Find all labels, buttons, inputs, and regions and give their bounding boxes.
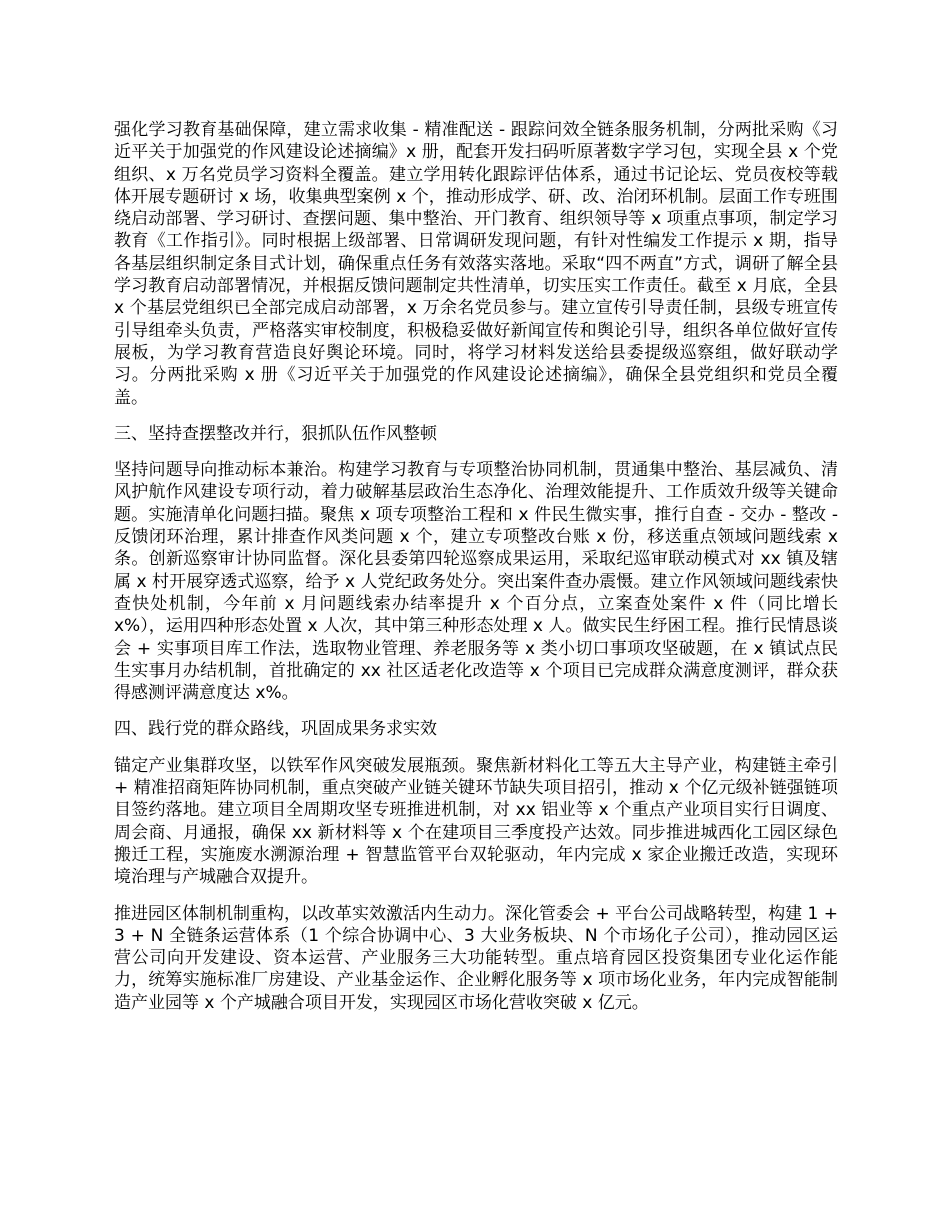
paragraph-park-reform: 推进园区体制机制重构，以改革实效激活内生动力。深化管委会 + 平台公司战略转型，构建 1 + 3 + N 全链条运营体系（1 个综合协调中心、3 大业务板块、N 个市场化子公司），推动园区运营公司向开发建设、资本运营、产业服务三大功能转型。重点培育园区投资集团专业化运作能力，统筹实施标准厂房建设、产业基金运作、企业孵化服务等 x 项市场化业务，年内完成智能制造产业园等 x 个产城融合项目开发，实现园区市场化营收突破 x 亿元。 [114,903,838,1013]
paragraph-problem-orientation: 坚持问题导向推动标本兼治。构建学习教育与专项整治协同机制，贯通集中整治、基层减负、清风护航作风建设专项行动，着力破解基层政治生态净化、治理效能提升、工作质效升级等关键命题。实施清单化问题扫描。聚焦 x 项专项整治工程和 x 件民生微实事，推行自查 - 交办 - 整改 - 反馈闭环治理，累计排查作风类问题 x 个，建立专项整改台账 x 份，移送重点领域问题线索 x 条。创新巡察审计协同监督。深化县委第四轮巡察成果运用，采取纪巡审联动模式对 xx 镇及辖属 x 村开展穿透式巡察，给予 x 人党纪政务处分。突出案件查办震慑。建立作风领域问题线索快查快处机制，今年前 x 月问题线索办结率提升 x 个百分点，立案查处案件 x 件（同比增长 x%），运用四种形态处置 x 人次，其中第三种形态处理 x 人。做实民生纾困工程。推行民情恳谈会 + 实事项目库工作法，选取物业管理、养老服务等 x 类小切口事项攻坚破题，在 x 镇试点民生实事月办结机制，首批确定的 xx 社区适老化改造等 x 个项目已完成群众满意度测评，群众获得感测评满意度达 x%。 [114,460,838,704]
section-heading-4: 四、践行党的群众路线，巩固成果务求实效 [114,719,437,740]
section-heading-3: 三、坚持查摆整改并行，狠抓队伍作风整顿 [114,423,437,444]
document-body [114,119,838,1028]
paragraph-industry-cluster: 锚定产业集群攻坚，以铁军作风突破发展瓶颈。聚焦新材料化工等五大主导产业，构建链主牵引 + 精准招商矩阵协同机制，重点突破产业链关键环节缺失项目招引，推动 x 个亿元级补链强链项目签约落地。建立项目全周期攻坚专班推进机制，对 xx 铝业等 x 个重点产业项目实行日调度、周会商、月通报，确保 xx 新材料等 x 个在建项目三季度投产达效。同步推进城西化工园区绿色搬迁工程，实施废水溯源治理 + 智慧监管平台双轮驱动，年内完成 x 家企业搬迁改造，实现环境治理与产城融合双提升。 [114,755,838,888]
paragraph-study-support: 强化学习教育基础保障，建立需求收集 - 精准配送 - 跟踪问效全链条服务机制，分两批采购《习近平关于加强党的作风建设论述摘编》x 册，配套开发扫码听原著数字学习包，实现全县 x 个党组织、x 万名党员学习资料全覆盖。建立学用转化跟踪评估体系，通过书记论坛、党员夜校等载体开展专题研讨 x 场，收集典型案例 x 个，推动形成学、研、改、治闭环机制。层面工作专班围绕启动部署、学习研讨、查摆问题、集中整治、开门教育、组织领导等 x 项重点事项，制定学习教育《工作指引》。同时根据上级部署、日常调研发现问题，有针对性编发工作提示 x 期，指导各基层组织制定条目式计划，确保重点任务有效落实落地。采取“四不两直”方式，调研了解全县学习教育启动部署情况，并根据反馈问题制定共性清单，切实压实工作责任。截至 x 月底，全县 x 个基层党组织已全部完成启动部署，x 万余名党员参与。建立宣传引导责任制，县级专班宣传引导组牵头负责，严格落实审校制度，积极稳妥做好新闻宣传和舆论引导，组织各单位做好宣传展板，为学习教育营造良好舆论环境。同时，将学习材料发送给县委提级巡察组，做好联动学习。分两批采购 x 册《习近平关于加强党的作风建设论述摘编》，确保全县党组织和党员全覆盖。 [114,120,838,408]
